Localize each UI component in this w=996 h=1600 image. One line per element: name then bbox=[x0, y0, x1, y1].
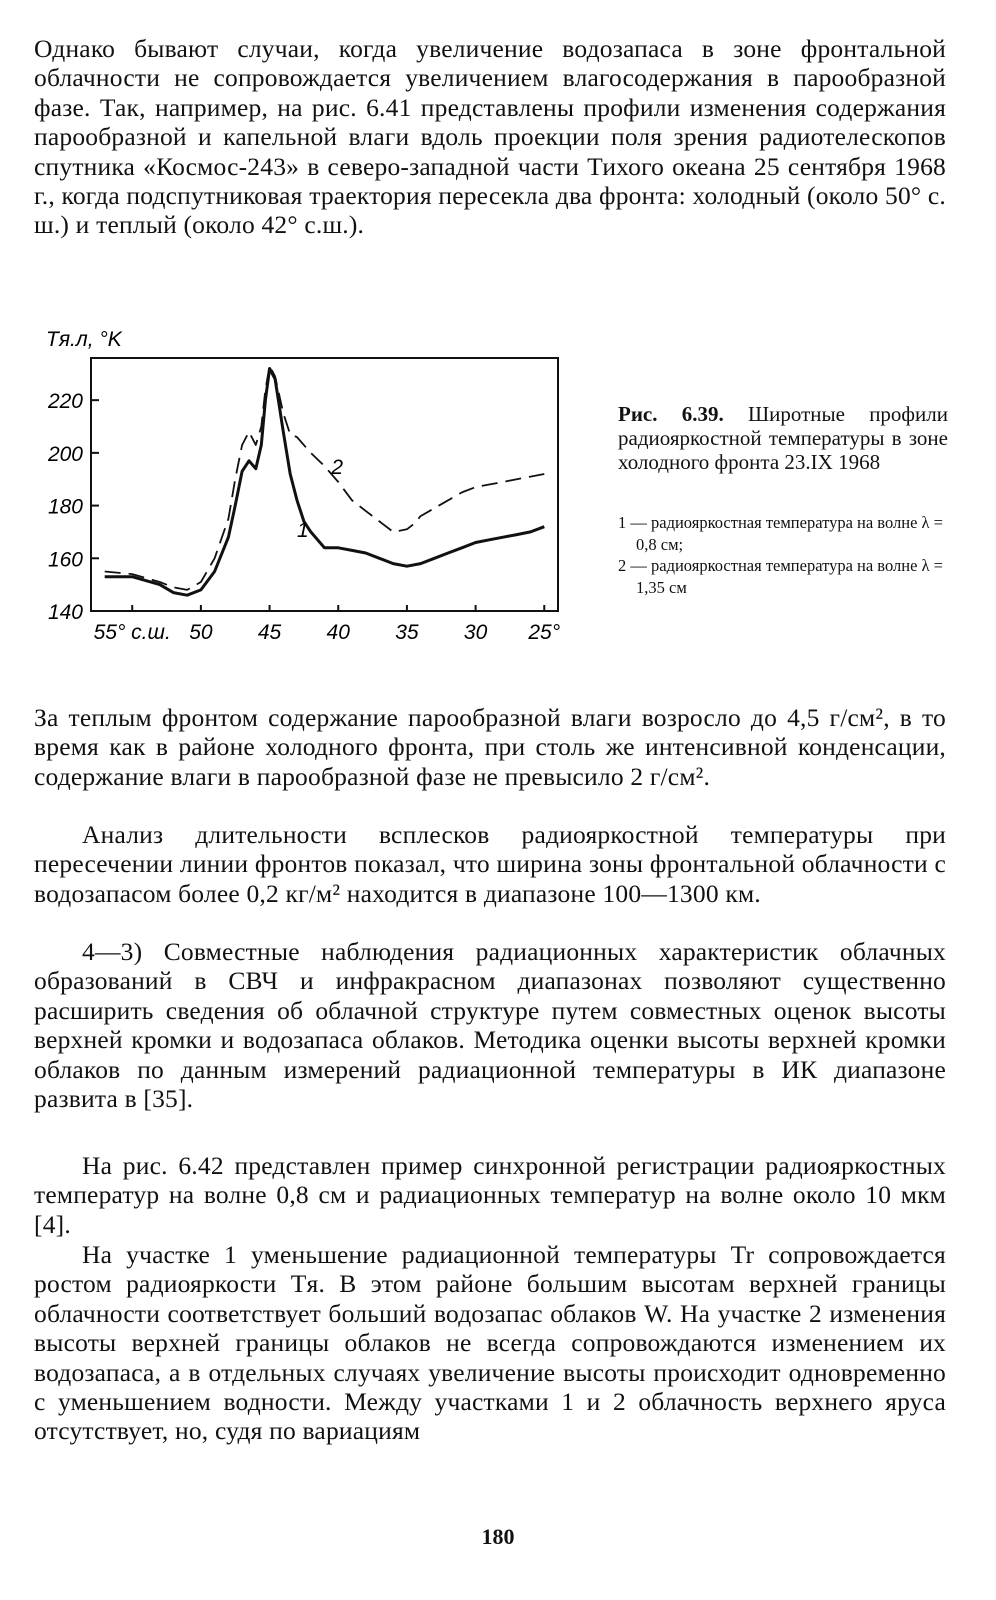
x-tick-label-45: 45 bbox=[257, 621, 282, 644]
y-tick-label-140: 140 bbox=[47, 601, 83, 624]
series-1-label: 1 bbox=[297, 519, 309, 543]
x-tick-label-55: 55° с.ш. bbox=[93, 621, 171, 644]
paragraph-2: За теплым фронтом содержание парообразной влаги возросло до 4,5 г/см², в то время как в районе холодного фронта, при столь же интенсивной конденсации, содержание влаги в парообразной фазе не превысило 2 г/см². bbox=[34, 703, 946, 791]
figure-caption-label: Рис. 6.39. bbox=[618, 402, 724, 426]
y-tick-label-180: 180 bbox=[47, 495, 83, 519]
paragraph-3: Анализ длительности всплесков радиояркостной температуры при пересечении линии фронтов показал, что ширина зоны фронтальной облачности с водозапасом более 0,2 кг/м² находится в диапазоне 100—1300 км. bbox=[34, 820, 946, 908]
x-tick-label-35: 35 bbox=[395, 621, 419, 644]
paragraph-5: На рис. 6.42 представлен пример синхронной регистрации радиояркостных температур на волне 0,8 см и радиационных температур на волне около 10 мкм [4]. bbox=[34, 1151, 946, 1239]
x-tick-label-25: 25° bbox=[528, 621, 561, 644]
paragraph-4: 4—3) Совместные наблюдения радиационных характеристик облачных образований в СВЧ и инфракрасном диапазонах позволяют существенно расширить сведения об облачной структуре путем совместных оценок высоты верхней кромки и водозапаса облаков. Методика оценки высоты верхней кромки облаков по данным измерений радиационной температуры в ИК диапазоне развита в [35]. bbox=[34, 937, 946, 1114]
figure-caption bbox=[618, 402, 948, 474]
paragraph-6: На участке 1 уменьшение радиационной температуры Tr сопровождается ростом радиояркости Tя. В этом районе большим высотам верхней границы облачности соответствует больший водозапас облаков W. На участке 2 изменения высоты верхней границы облаков не всегда сопровождаются изменением их водозапаса, а в отдельных случаях увеличение высоты происходит одновременно с уменьшением водности. Между участками 1 и 2 облачность верхнего яруса отсутствует, но, судя по вариациям bbox=[34, 1240, 946, 1446]
legend-item-2: 2 — радиояркостная температура на волне λ = 1,35 см bbox=[618, 556, 943, 597]
legend-item-1: 1 — радиояркостная температура на волне λ = 0,8 см; bbox=[618, 513, 943, 554]
y-tick-label-160: 160 bbox=[47, 548, 83, 572]
series-1-line bbox=[105, 369, 545, 596]
y-axis-label: Tя.л, °K bbox=[46, 328, 122, 351]
paragraph-1: Однако бывают случаи, когда увеличение водозапаса в зоне фронтальной облачности не сопровождается увеличением влагосодержания в парообразной фазе. Так, например, на рис. 6.41 представлены профили изменения содержания парообразной и капельной влаги вдоль проекции поля зрения радиотелескопов спутника «Космос-243» в северо-западной части Тихого океана 25 сентября 1968 г., когда подспутниковая траектория пересекла два фронта: холодный (около 50° с. ш.) и теплый (около 42° с.ш.). bbox=[34, 34, 946, 240]
x-tick-label-40: 40 bbox=[326, 621, 350, 644]
x-tick-label-30: 30 bbox=[463, 621, 488, 644]
series-2-line bbox=[105, 366, 545, 590]
y-tick-label-200: 200 bbox=[47, 442, 83, 466]
y-tick-label-220: 220 bbox=[47, 390, 83, 414]
series-2-label: 2 bbox=[331, 455, 344, 479]
figure-legend bbox=[618, 512, 948, 598]
latitude-profile-chart bbox=[30, 318, 590, 658]
page-number: 180 bbox=[481, 1524, 515, 1549]
figure-caption-text: Широтные профили радиояркостной температуры в зоне холодного фронта 23.IX 1968 bbox=[618, 402, 948, 474]
figure-6-39 bbox=[30, 318, 590, 658]
x-tick-label-50: 50 bbox=[189, 621, 213, 644]
